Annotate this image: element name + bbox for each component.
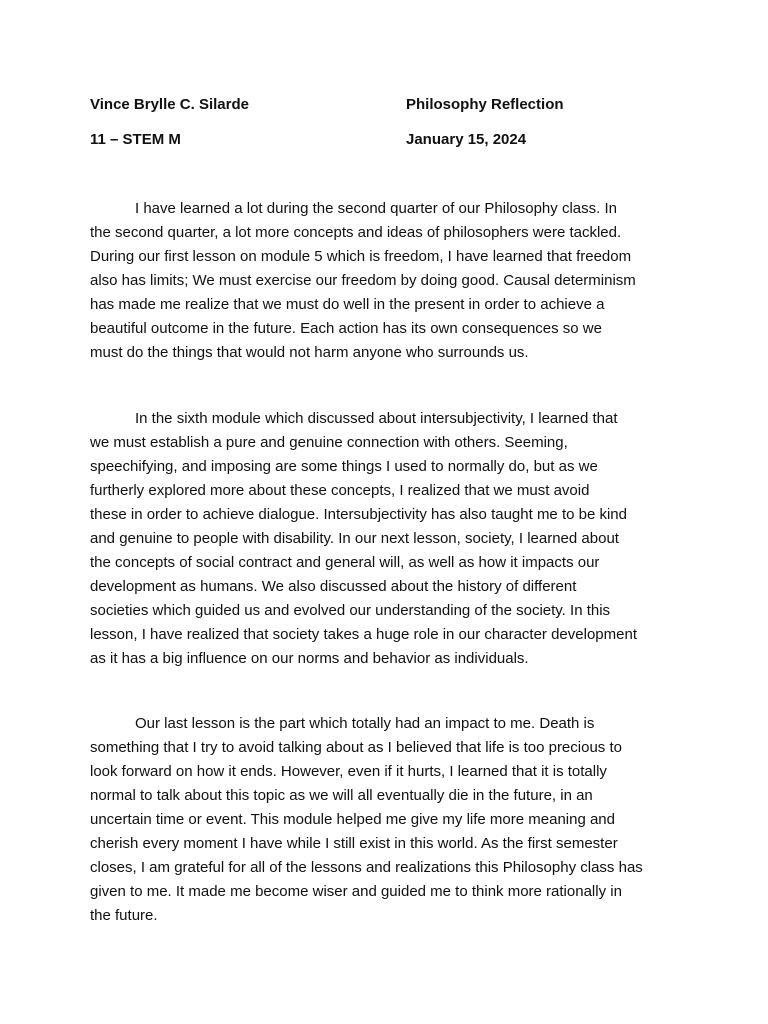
paragraph-line: cherish every moment I have while I still exist in this world. As the first semester — [90, 835, 618, 852]
paragraph-line: uncertain time or event. This module helped me give my life more meaning and — [90, 811, 615, 828]
paragraph-line: speechifying, and imposing are some things I used to normally do, but as we — [90, 458, 598, 475]
paragraph-line: also has limits; We must exercise our freedom by doing good. Causal determinism — [90, 272, 636, 289]
paragraph-line: societies which guided us and evolved our understanding of the society. In this — [90, 602, 611, 619]
paragraph-line: the future. — [90, 907, 158, 924]
paragraph-line: as it has a big influence on our norms and behavior as individuals. — [90, 650, 529, 667]
paragraph-line: During our first lesson on module 5 which is freedom, I have learned that freedom — [90, 248, 632, 265]
paragraph-line: I have learned a lot during the second quarter of our Philosophy class. In — [135, 200, 617, 217]
paragraph-line: and genuine to people with disability. In our next lesson, society, I learned about — [90, 530, 619, 547]
paragraph-line: closes, I am grateful for all of the lessons and realizations this Philosophy class has — [90, 859, 643, 876]
paragraph-line: In the sixth module which discussed about intersubjectivity, I learned that — [135, 410, 618, 427]
paragraph-line: Our last lesson is the part which totally had an impact to me. Death is — [135, 715, 595, 732]
paragraph-line: development as humans. We also discussed about the history of different — [90, 578, 577, 595]
author-name: Vince Brylle C. Silarde — [90, 96, 249, 113]
paragraph-2 — [90, 407, 690, 671]
paragraph-line: we must establish a pure and genuine connection with others. Seeming, — [90, 434, 568, 451]
paragraph-line: the concepts of social contract and general will, as well as how it impacts our — [90, 554, 600, 571]
paragraph-line: the second quarter, a lot more concepts and ideas of philosophers were tackled. — [90, 224, 622, 241]
paragraph-line: has made me realize that we must do well in the present in order to achieve a — [90, 296, 605, 313]
paragraph-line: given to me. It made me become wiser and guided me to think more rationally in — [90, 883, 622, 900]
paragraph-line: beautiful outcome in the future. Each action has its own consequences so we — [90, 320, 602, 337]
paragraph-line: these in order to achieve dialogue. Intersubjectivity has also taught me to be kind — [90, 506, 627, 523]
document-title: Philosophy Reflection — [406, 96, 564, 113]
paragraph-1 — [90, 197, 690, 365]
document-date: January 15, 2024 — [406, 131, 527, 148]
paragraph-line: something that I try to avoid talking about as I believed that life is too precious to — [90, 739, 622, 756]
class-section: 11 – STEM M — [90, 131, 181, 148]
paragraph-line: lesson, I have realized that society takes a huge role in our character development — [90, 626, 637, 643]
paragraph-3 — [90, 712, 690, 928]
paragraph-line: must do the things that would not harm anyone who surrounds us. — [90, 344, 529, 361]
paragraph-line: normal to talk about this topic as we will all eventually die in the future, in an — [90, 787, 593, 804]
paragraph-line: look forward on how it ends. However, even if it hurts, I learned that it is totally — [90, 763, 607, 780]
paragraph-line: furtherly explored more about these concepts, I realized that we must avoid — [90, 482, 590, 499]
